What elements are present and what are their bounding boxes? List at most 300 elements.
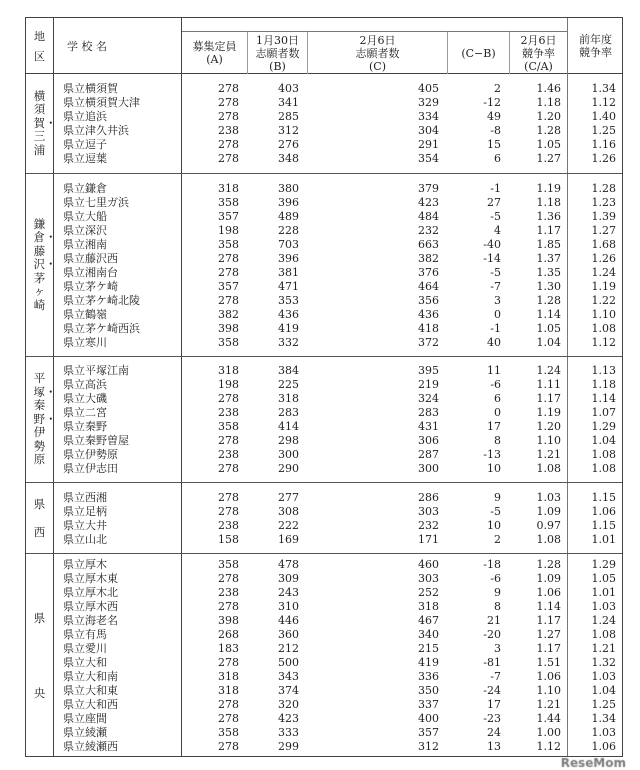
applicants-feb6: 423 <box>418 195 439 209</box>
capacity: 358 <box>218 420 239 433</box>
school-name: 県立深沢 <box>63 223 107 237</box>
school-name: 県立大和東 <box>63 684 118 697</box>
table-row <box>53 138 624 152</box>
applicants-feb6: 436 <box>418 307 439 321</box>
applicants-jan30: 243 <box>278 586 299 599</box>
prev-year-rate: 1.27 <box>591 223 616 237</box>
applicants-feb6: 484 <box>418 209 439 223</box>
change: 17 <box>487 698 501 711</box>
change: -81 <box>483 656 501 669</box>
table-row <box>53 572 624 586</box>
prev-year-rate: 1.25 <box>591 124 616 137</box>
prev-year-rate: 1.12 <box>591 335 616 349</box>
applicants-jan30: 318 <box>278 392 299 405</box>
change: 0 <box>494 307 501 321</box>
competition-rate: 1.21 <box>536 448 561 461</box>
competition-rate: 1.17 <box>536 223 561 237</box>
header-text: 志願者数 <box>355 46 400 60</box>
change: 8 <box>494 434 501 447</box>
change: -6 <box>490 378 501 391</box>
region-group <box>26 174 622 357</box>
change: 4 <box>494 223 501 237</box>
prev-year-rate: 1.05 <box>591 572 616 585</box>
school-name: 県立寒川 <box>63 335 107 349</box>
prev-year-rate: 1.01 <box>591 586 616 599</box>
header-capacity <box>181 31 247 74</box>
header-text: 募集定員 <box>192 40 237 53</box>
applicants-jan30: 309 <box>278 572 299 585</box>
school-name: 県立逗子 <box>63 138 107 151</box>
change: -8 <box>490 124 501 137</box>
table-row <box>53 740 624 754</box>
region-group <box>26 74 622 174</box>
change: 10 <box>487 462 501 475</box>
change: 49 <box>487 110 501 123</box>
applicants-jan30: 225 <box>278 378 299 391</box>
capacity: 318 <box>218 670 239 683</box>
change: -5 <box>490 504 501 518</box>
applicants-feb6: 337 <box>418 698 439 711</box>
competition-rate: 1.06 <box>536 670 561 683</box>
header-feb6 <box>307 31 447 74</box>
header-prev <box>567 18 624 74</box>
school-name: 県立七里ガ浜 <box>63 195 129 209</box>
table-row <box>53 238 624 252</box>
prev-year-rate: 1.06 <box>591 504 616 518</box>
competition-rate: 1.35 <box>536 265 561 279</box>
header-diff <box>447 31 509 74</box>
competition-rate: 1.27 <box>536 628 561 641</box>
competition-rate: 1.44 <box>536 712 561 725</box>
applicants-feb6: 286 <box>418 490 439 504</box>
applicants-feb6: 318 <box>418 600 439 613</box>
applicants-feb6: 379 <box>418 181 439 195</box>
applicants-feb6: 382 <box>418 251 439 265</box>
capacity: 278 <box>218 740 239 753</box>
change: 6 <box>494 392 501 405</box>
region-group <box>26 357 622 483</box>
applicants-jan30: 299 <box>278 740 299 753</box>
change: 40 <box>487 335 501 349</box>
capacity: 268 <box>218 628 239 641</box>
prev-year-rate: 1.13 <box>591 364 616 377</box>
competition-rate: 1.17 <box>536 392 561 405</box>
competition-rate: 1.85 <box>536 237 561 251</box>
applicants-jan30: 283 <box>278 406 299 419</box>
region-group <box>26 554 622 758</box>
applicants-feb6: 304 <box>418 124 439 137</box>
change: 21 <box>487 614 501 627</box>
applicants-feb6: 340 <box>418 628 439 641</box>
change: 27 <box>487 195 501 209</box>
capacity: 278 <box>218 504 239 518</box>
table-row <box>53 96 624 110</box>
applicants-jan30: 320 <box>278 698 299 711</box>
applicants-jan30: 414 <box>278 420 299 433</box>
school-name: 県立秦野曽屋 <box>63 434 129 447</box>
prev-year-rate: 1.29 <box>591 558 616 571</box>
competition-rate: 1.00 <box>536 726 561 739</box>
change: -7 <box>490 279 501 293</box>
header-text: 1月30日 <box>256 33 299 47</box>
applicants-feb6: 357 <box>418 726 439 739</box>
school-name: 県立藤沢西 <box>63 251 118 265</box>
change: -13 <box>483 448 501 461</box>
prev-year-rate: 1.04 <box>591 684 616 697</box>
applicants-feb6: 336 <box>418 670 439 683</box>
applicants-jan30: 374 <box>278 684 299 697</box>
table-row <box>53 698 624 712</box>
capacity: 278 <box>218 712 239 725</box>
applicants-feb6: 312 <box>418 740 439 753</box>
change: -23 <box>483 712 501 725</box>
competition-rate: 1.18 <box>536 96 561 109</box>
competition-rate: 1.28 <box>536 293 561 307</box>
competition-rate: 1.10 <box>536 434 561 447</box>
table-row <box>53 406 624 420</box>
region-label <box>26 357 57 482</box>
table-row <box>53 448 624 462</box>
table-row <box>53 656 624 670</box>
competition-rate: 1.12 <box>536 740 561 753</box>
competition-rate: 1.09 <box>536 504 561 518</box>
prev-year-rate: 1.03 <box>591 726 616 739</box>
competition-rate: 1.51 <box>536 656 561 669</box>
applicants-jan30: 212 <box>278 642 299 655</box>
table-row <box>53 558 624 572</box>
applicants-jan30: 396 <box>278 195 299 209</box>
resemom-watermark-logo <box>530 757 626 770</box>
capacity: 238 <box>218 124 239 137</box>
prev-year-rate: 1.34 <box>591 712 616 725</box>
header-text: 2月6日 <box>520 33 557 47</box>
applicants-feb6: 232 <box>418 518 439 532</box>
header-school <box>53 18 181 74</box>
table-row <box>53 110 624 124</box>
table-row <box>53 600 624 614</box>
capacity: 278 <box>218 656 239 669</box>
table-row <box>53 308 624 322</box>
capacity: 278 <box>218 572 239 585</box>
capacity: 238 <box>218 406 239 419</box>
school-name: 県立厚木西 <box>63 600 118 613</box>
school-name: 県立大和 <box>63 656 107 669</box>
applicants-feb6: 232 <box>418 223 439 237</box>
competition-rate: 1.19 <box>536 406 561 419</box>
region-text: 県西 <box>33 497 46 539</box>
applicants-jan30: 381 <box>278 265 299 279</box>
prev-year-rate: 1.15 <box>591 490 616 504</box>
change: -5 <box>490 265 501 279</box>
school-name: 県立津久井浜 <box>63 124 129 137</box>
applicants-jan30: 396 <box>278 251 299 265</box>
school-name: 県立大船 <box>63 209 107 223</box>
capacity: 183 <box>218 642 239 655</box>
table-row <box>53 364 624 378</box>
table-row <box>53 614 624 628</box>
region-label <box>26 554 53 758</box>
header-rate <box>509 31 567 74</box>
competition-rate: 1.28 <box>536 558 561 571</box>
header-text: 前年度 <box>579 33 612 46</box>
capacity: 357 <box>218 209 239 223</box>
school-name: 県立海老名 <box>63 614 118 627</box>
prev-year-rate: 1.06 <box>591 740 616 753</box>
prev-year-rate: 1.22 <box>591 293 616 307</box>
applicants-feb6: 464 <box>418 279 439 293</box>
school-name: 県立二宮 <box>63 406 107 419</box>
school-name: 県立平塚江南 <box>63 364 129 377</box>
competition-rate: 1.20 <box>536 420 561 433</box>
capacity: 278 <box>218 138 239 151</box>
applicants-jan30: 308 <box>278 504 299 518</box>
school-name: 県立大井 <box>63 518 107 532</box>
school-name: 県立綾瀬 <box>63 726 107 739</box>
table-row <box>53 712 624 726</box>
table-row <box>53 628 624 642</box>
school-name: 県立足柄 <box>63 504 107 518</box>
change: 13 <box>487 740 501 753</box>
applicants-feb6: 303 <box>418 504 439 518</box>
change: -5 <box>490 209 501 223</box>
region-text: 横須賀・三浦 <box>33 88 57 157</box>
school-name: 県立厚木北 <box>63 586 118 599</box>
header-text: 競争率 <box>522 46 555 60</box>
applicants-feb6: 419 <box>418 656 439 669</box>
applicants-jan30: 298 <box>278 434 299 447</box>
change: 9 <box>494 490 501 504</box>
header-jan30 <box>247 31 307 74</box>
prev-year-rate: 1.18 <box>591 378 616 391</box>
capacity: 278 <box>218 82 239 95</box>
applicants-jan30: 343 <box>278 670 299 683</box>
applicants-feb6: 291 <box>418 138 439 151</box>
applicants-feb6: 418 <box>418 321 439 335</box>
competition-rate: 1.05 <box>536 138 561 151</box>
school-name: 県立鶴嶺 <box>63 307 107 321</box>
applicants-feb6: 215 <box>418 642 439 655</box>
school-name: 県立追浜 <box>63 110 107 123</box>
change: 10 <box>487 518 501 532</box>
table-row <box>53 182 624 196</box>
capacity: 398 <box>218 614 239 627</box>
prev-year-rate: 1.08 <box>591 628 616 641</box>
competition-rate: 1.19 <box>536 181 561 195</box>
prev-year-rate: 1.26 <box>591 152 616 165</box>
table-row <box>53 491 624 505</box>
applicants-feb6: 460 <box>418 558 439 571</box>
competition-rate: 1.17 <box>536 642 561 655</box>
prev-year-rate: 1.24 <box>591 614 616 627</box>
applicants-feb6: 356 <box>418 293 439 307</box>
change: 3 <box>494 293 501 307</box>
applicants-jan30: 228 <box>278 223 299 237</box>
capacity: 238 <box>218 518 239 532</box>
competition-rate: 1.05 <box>536 321 561 335</box>
capacity: 198 <box>218 223 239 237</box>
table-row <box>53 434 624 448</box>
table-row <box>53 82 624 96</box>
school-name: 県立伊志田 <box>63 462 118 475</box>
competition-rate: 1.03 <box>536 490 561 504</box>
school-name: 県立大和西 <box>63 698 118 711</box>
table-row <box>53 420 624 434</box>
prev-year-rate: 1.08 <box>591 448 616 461</box>
capacity: 358 <box>218 237 239 251</box>
applicants-jan30: 423 <box>278 712 299 725</box>
table-row <box>53 280 624 294</box>
change: 3 <box>494 642 501 655</box>
applicants-feb6: 324 <box>418 392 439 405</box>
applicants-jan30: 353 <box>278 293 299 307</box>
change: 2 <box>494 82 501 95</box>
competition-rate: 1.04 <box>536 335 561 349</box>
applicants-feb6: 219 <box>418 378 439 391</box>
table-row <box>53 670 624 684</box>
applicants-feb6: 663 <box>418 237 439 251</box>
table-row <box>53 210 624 224</box>
applicants-feb6: 306 <box>418 434 439 447</box>
competition-rate: 1.18 <box>536 195 561 209</box>
table-row <box>53 505 624 519</box>
capacity: 318 <box>218 181 239 195</box>
competition-rate: 1.24 <box>536 364 561 377</box>
prev-year-rate: 1.29 <box>591 420 616 433</box>
capacity: 278 <box>218 490 239 504</box>
applicants-feb6: 376 <box>418 265 439 279</box>
prev-year-rate: 1.16 <box>591 138 616 151</box>
capacity: 318 <box>218 684 239 697</box>
change: -6 <box>490 572 501 585</box>
change: 17 <box>487 420 501 433</box>
table-row <box>53 196 624 210</box>
school-name: 県立座間 <box>63 712 107 725</box>
header-text: (C−B) <box>461 46 496 60</box>
region-group <box>26 483 622 554</box>
applicants-feb6: 395 <box>418 364 439 377</box>
school-name: 県立鎌倉 <box>63 181 107 195</box>
change: 2 <box>494 532 501 546</box>
school-name: 県立西湘 <box>63 490 107 504</box>
capacity: 278 <box>218 600 239 613</box>
applicants-jan30: 500 <box>278 656 299 669</box>
prev-year-rate: 1.28 <box>591 181 616 195</box>
applicants-feb6: 300 <box>418 462 439 475</box>
table-row <box>53 152 624 166</box>
change: -7 <box>490 670 501 683</box>
applicants-jan30: 478 <box>278 558 299 571</box>
change: 9 <box>494 586 501 599</box>
region-label <box>26 74 57 173</box>
applicants-feb6: 283 <box>418 406 439 419</box>
header-text: (C/A) <box>524 59 553 73</box>
applicants-feb6: 303 <box>418 572 439 585</box>
prev-year-rate: 1.03 <box>591 670 616 683</box>
competition-rate: 1.21 <box>536 698 561 711</box>
competition-rate: 1.14 <box>536 600 561 613</box>
capacity: 278 <box>218 462 239 475</box>
change: -1 <box>490 181 501 195</box>
applicants-feb6: 354 <box>418 152 439 165</box>
table-row <box>53 392 624 406</box>
school-name: 県立湘南 <box>63 237 107 251</box>
applicants-feb6: 350 <box>418 684 439 697</box>
school-name: 県立逗葉 <box>63 152 107 165</box>
capacity: 358 <box>218 335 239 349</box>
prev-year-rate: 1.39 <box>591 209 616 223</box>
applicants-feb6: 467 <box>418 614 439 627</box>
capacity: 358 <box>218 558 239 571</box>
capacity: 278 <box>218 265 239 279</box>
competition-rate: 1.06 <box>536 586 561 599</box>
header-region <box>26 18 53 74</box>
competition-rate: 1.28 <box>536 124 561 137</box>
school-name: 県立厚木 <box>63 558 107 571</box>
prev-year-rate: 1.04 <box>591 434 616 447</box>
applicants-jan30: 471 <box>278 279 299 293</box>
table-row <box>53 533 624 547</box>
capacity: 357 <box>218 279 239 293</box>
capacity: 278 <box>218 392 239 405</box>
prev-year-rate: 1.08 <box>591 462 616 475</box>
header-text: 競争率 <box>579 46 612 59</box>
applicant-table <box>25 17 623 757</box>
competition-rate: 1.08 <box>536 532 561 546</box>
applicants-feb6: 400 <box>418 712 439 725</box>
table-row <box>53 586 624 600</box>
header-text: (A) <box>206 53 223 66</box>
capacity: 382 <box>218 307 239 321</box>
change: 0 <box>494 406 501 419</box>
school-name: 県立秦野 <box>63 420 107 433</box>
table-row <box>53 252 624 266</box>
capacity: 278 <box>218 96 239 109</box>
table-row <box>53 294 624 308</box>
applicants-jan30: 332 <box>278 335 299 349</box>
capacity: 278 <box>218 698 239 711</box>
prev-year-rate: 1.21 <box>591 642 616 655</box>
applicants-jan30: 222 <box>278 518 299 532</box>
prev-year-rate: 1.40 <box>591 110 616 123</box>
applicants-feb6: 334 <box>418 110 439 123</box>
applicants-jan30: 489 <box>278 209 299 223</box>
change: -12 <box>483 96 501 109</box>
change: -14 <box>483 251 501 265</box>
prev-year-rate: 1.14 <box>591 392 616 405</box>
school-name: 県立綾瀬西 <box>63 740 118 753</box>
change: -40 <box>483 237 501 251</box>
applicants-jan30: 285 <box>278 110 299 123</box>
header-region-top: 地 <box>34 29 45 43</box>
competition-rate: 1.20 <box>536 110 561 123</box>
applicants-feb6: 287 <box>418 448 439 461</box>
table-row <box>53 684 624 698</box>
region-text: 平塚・秦野・伊勢原 <box>33 371 57 467</box>
table-row <box>53 462 624 476</box>
applicants-jan30: 169 <box>278 532 299 546</box>
capacity: 198 <box>218 378 239 391</box>
school-name: 県立大磯 <box>63 392 107 405</box>
region-label <box>26 174 57 356</box>
applicants-jan30: 348 <box>278 152 299 165</box>
applicants-jan30: 312 <box>278 124 299 137</box>
applicants-jan30: 436 <box>278 307 299 321</box>
applicants-jan30: 341 <box>278 96 299 109</box>
capacity: 238 <box>218 448 239 461</box>
table-row <box>53 726 624 740</box>
school-name: 県立伊勢原 <box>63 448 118 461</box>
table-row <box>53 642 624 656</box>
